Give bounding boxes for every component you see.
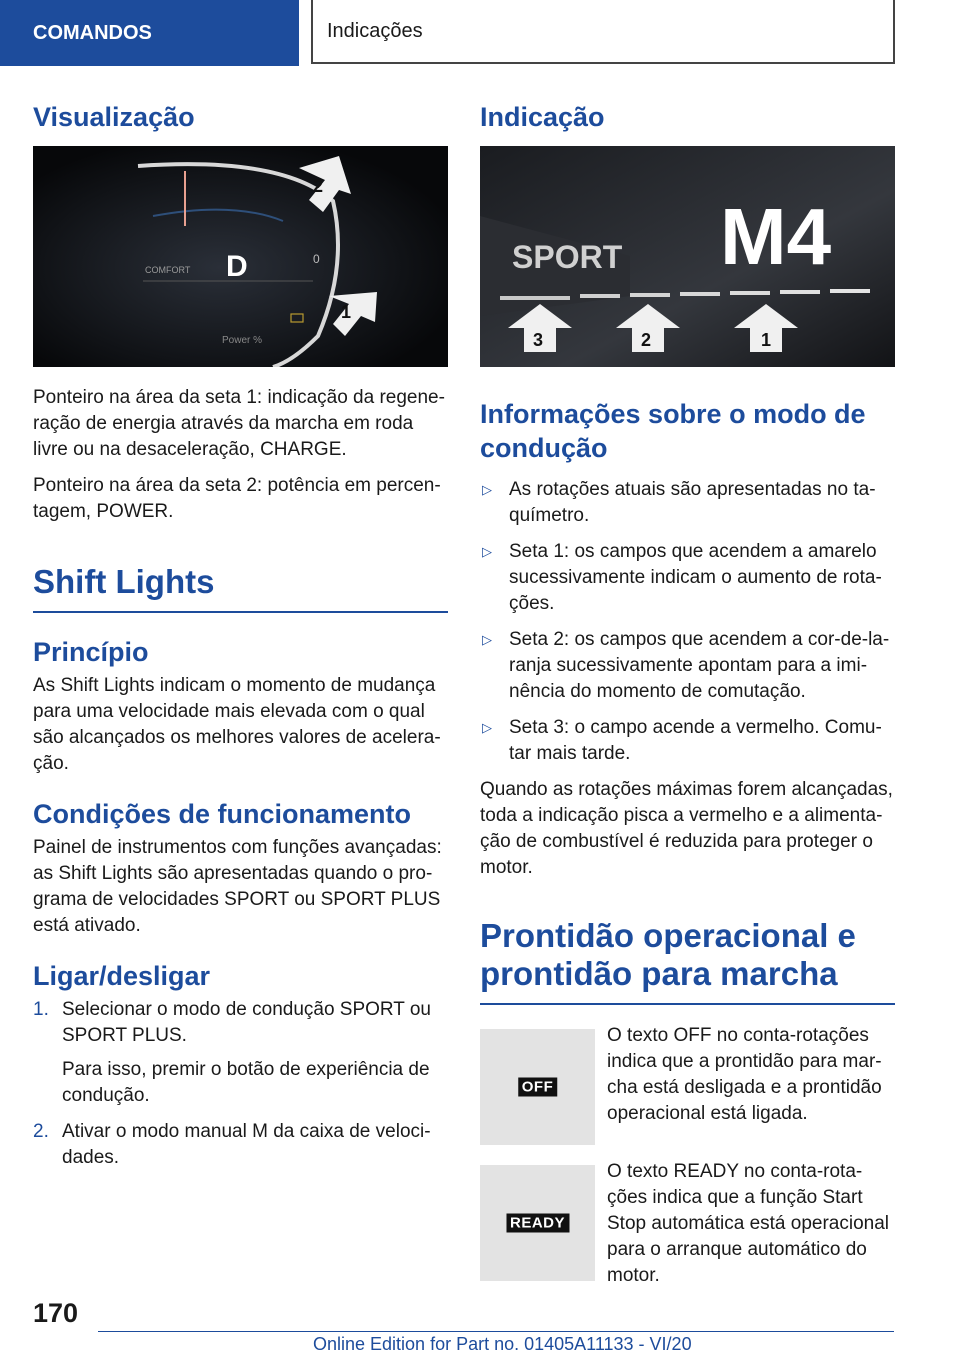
svg-text:2: 2 xyxy=(313,176,324,196)
list-item: ▷ Seta 3: o campo acende a vermelho. Comutar mais tarde. xyxy=(482,717,882,764)
ready-indicator-image xyxy=(480,1165,595,1281)
off-description: O texto OFF no conta-rotações indica que a prontidão para marcha está desligada e a prontidão operacional está ligada. xyxy=(607,1025,882,1124)
step-text: Ativar o modo manual M da caixa de velocidades. xyxy=(62,1121,431,1168)
zero-label: 0 xyxy=(313,252,320,266)
list-item: ▷ As rotações atuais são apresentadas no taquímetro. xyxy=(482,479,876,526)
info-bullet-list xyxy=(480,477,895,767)
indicator-ready-row xyxy=(480,1161,895,1289)
info-paragraph: Quando as rotações máximas forem alcançadas, toda a indicação pisca a vermelho e a alimentação de combustível é reduzida para proteger o motor. xyxy=(480,779,893,878)
ready-description: O texto READY no conta-rotações indica que a função Start Stop automática está operacional para o arranque automático do motor. xyxy=(607,1161,890,1286)
visualizacao-heading: Visualização xyxy=(33,102,195,132)
principio-heading: Princípio xyxy=(33,637,149,667)
indicator-off-row xyxy=(480,1025,895,1145)
condicoes-heading: Condições de funcionamento xyxy=(33,799,412,829)
info-modo-heading: Informações sobre o modo de condução xyxy=(480,399,866,463)
list-item xyxy=(33,1119,448,1171)
step-number: 2. xyxy=(33,1121,49,1142)
cluster-figure xyxy=(33,146,448,367)
gear-indicator: D xyxy=(226,250,248,283)
prontidao-heading: Prontidão operacional e prontidão para marcha xyxy=(480,917,895,1005)
right-column xyxy=(480,100,895,1309)
svg-text:1: 1 xyxy=(341,302,352,322)
condicoes-text: Painel de instrumentos com funções avançadas: as Shift Lights são apresentadas quando o programa de velocidades SPORT ou SPORT PLUS está ativado. xyxy=(33,837,442,936)
shift-lights-figure xyxy=(480,146,895,367)
list-item: ▷ Seta 2: os campos que acendem a cor-de-laranja sucessivamente apontam para a iminência do momento de comutação. xyxy=(482,629,890,702)
left-column xyxy=(33,100,448,1181)
step-text: Selecionar o modo de condução SPORT ou SPORT PLUS. xyxy=(62,999,431,1046)
off-indicator-image xyxy=(480,1029,595,1145)
para-arrow-1: Ponteiro na área da seta 1: indicação da regeneração de energia através da marcha em roda livre ou na desaceleração, CHARGE. xyxy=(33,387,445,460)
list-item: ▷ Seta 1: os campos que acendem a amarelo sucessivamente indicam o aumento de rotações. xyxy=(482,541,882,614)
bullet-triangle-icon: ▷ xyxy=(482,544,492,559)
off-label: OFF xyxy=(518,1078,558,1097)
principio-text: As Shift Lights indicam o momento de mudança para uma velocidade mais elevada com o qual são alcançados os melhores valores de aceleração. xyxy=(33,675,441,774)
section-tab: COMANDOS xyxy=(0,0,299,66)
shift-lights-illustration xyxy=(480,146,895,367)
svg-text:3: 3 xyxy=(533,330,544,350)
chapter-tab: Indicações xyxy=(311,0,895,64)
comfort-label: COMFORT xyxy=(145,265,191,275)
shift-lights-heading: Shift Lights xyxy=(33,563,448,613)
page-number: 170 xyxy=(33,1298,79,1328)
footer-divider xyxy=(98,1331,894,1332)
indicacao-heading: Indicação xyxy=(480,102,605,132)
ready-label: READY xyxy=(506,1214,569,1233)
list-item xyxy=(33,997,448,1109)
bullet-triangle-icon: ▷ xyxy=(482,720,492,735)
svg-text:2: 2 xyxy=(641,330,652,350)
para-arrow-2: Ponteiro na área da seta 2: potência em percentagem, POWER. xyxy=(33,475,441,522)
bullet-triangle-icon: ▷ xyxy=(482,632,492,647)
step-extra: Para isso, premir o botão de experiência de condução. xyxy=(62,1059,430,1106)
steps-list xyxy=(33,997,448,1171)
gear-m4-label: M4 xyxy=(720,192,832,281)
svg-text:1: 1 xyxy=(761,330,772,350)
power-label: Power % xyxy=(222,335,263,346)
step-number: 1. xyxy=(33,999,49,1020)
sport-mode-label: SPORT xyxy=(512,239,623,275)
ligar-desligar-heading: Ligar/desligar xyxy=(33,961,211,991)
cluster-illustration xyxy=(33,146,448,367)
footer-edition: Online Edition for Part no. 01405A11133 - VI/20 xyxy=(313,1334,692,1354)
bullet-triangle-icon: ▷ xyxy=(482,482,492,497)
